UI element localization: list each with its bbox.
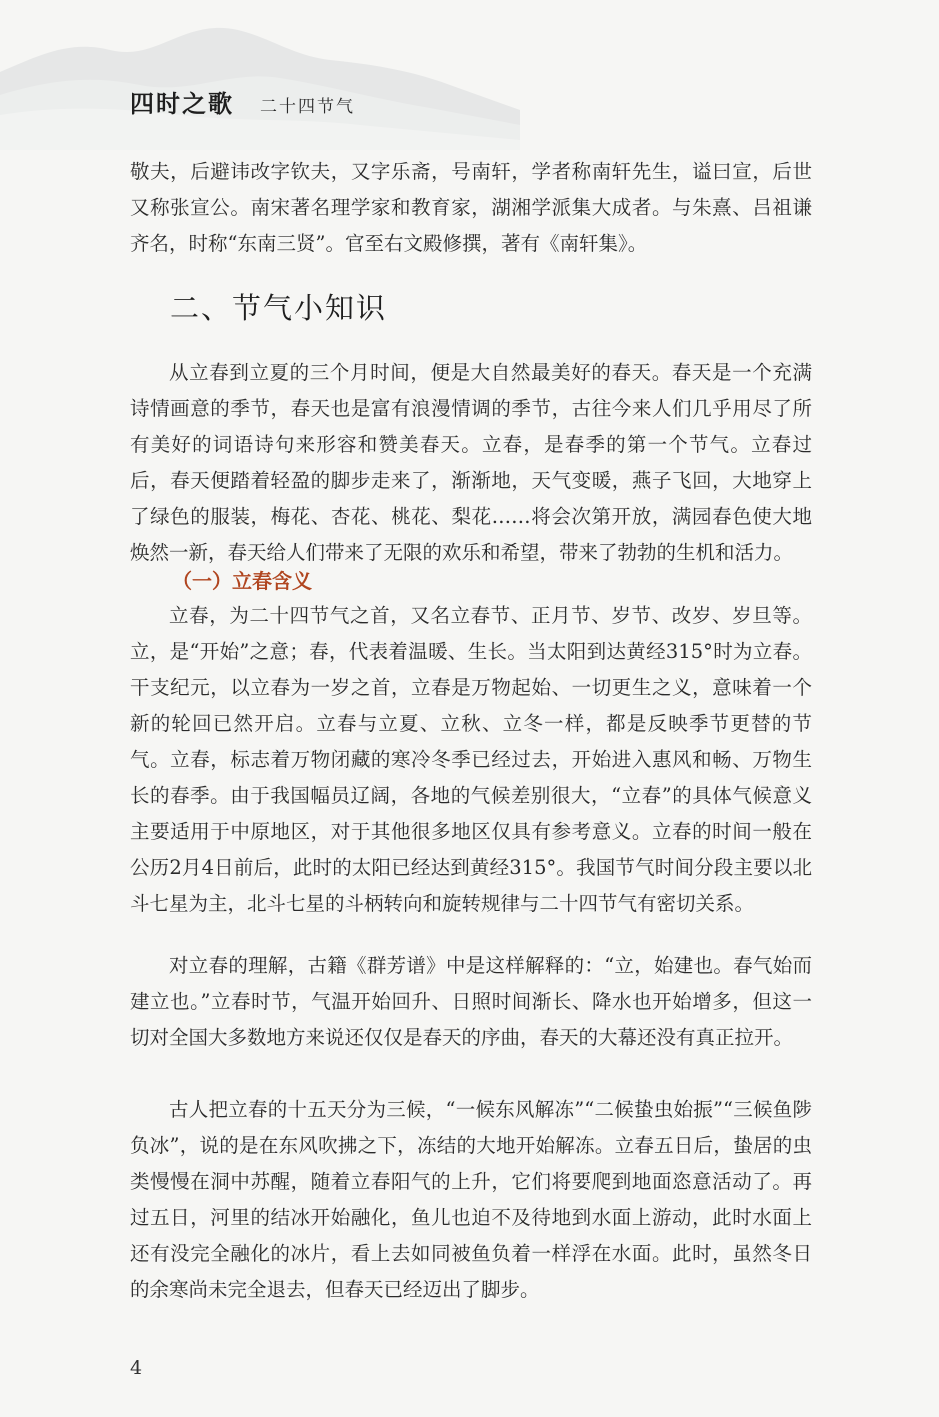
mountain-decoration [0, 0, 520, 150]
page-number: 4 [130, 1357, 143, 1379]
section-paragraph: 从立春到立夏的三个月时间，便是大自然最美好的春天。春天是一个充满诗情画意的季节，春天也是富有浪漫情调的季节，古往今来人们几乎用尽了所有美好的词语诗句来形容和赞美春天。立春，是春季的第一个节气。立春过后，春天便踏着轻盈的脚步走来了，渐渐地，天气变暖，燕子飞回，大地穿上了绿色的服装，梅花、杏花、桃花、梨花……将会次第开放，满园春色使大地焕然一新，春天给人们带来了无限的欢乐和希望，带来了勃勃的生机和活力。 [130, 361, 812, 564]
subsection-paragraph-1: 立春，为二十四节气之首，又名立春节、正月节、岁节、改岁、岁旦等。立，是“开始”之意；春，代表着温暖、生长。当太阳到达黄经315°时为立春。干支纪元，以立春为一岁之首，立春是万物起始、一切更生之义，意味着一个新的轮回已然开启。立春与立夏、立秋、立冬一样，都是反映季节更替的节气。立春，标志着万物闭藏的寒冷冬季已经过去，开始进入惠风和畅、万物生长的春季。由于我国幅员辽阔，各地的气候差别很大，“立春”的具体气候意义主要适用于中原地区，对于其他很多地区仅具有参考意义。立春的时间一般在公历2月4日前后，此时的太阳已经达到黄经315°。我国节气时间分段主要以北斗七星为主，北斗七星的斗柄转向和旋转规律与二十四节气有密切关系。 [130, 604, 812, 915]
page-header [130, 84, 355, 119]
subsection-heading: （一）立春含义 [172, 569, 312, 593]
intro-paragraph: 敬夫，后避讳改字钦夫，又字乐斋，号南轩，学者称南轩先生，谥曰宣，后世又称张宣公。南宋著名理学家和教育家，湖湘学派集大成者。与朱熹、吕祖谦齐名，时称“东南三贤”。官至右文殿修撰，著有《南轩集》。 [130, 160, 812, 255]
series-title: 二十四节气 [260, 97, 355, 117]
subsection-paragraph-2: 对立春的理解，古籍《群芳谱》中是这样解释的：“立，始建也。春气始而建立也。”立春时节，气温开始回升、日照时间渐长、降水也开始增多，但这一切对全国大多数地方来说还仅仅是春天的序曲，春天的大幕还没有真正拉开。 [130, 954, 812, 1049]
section-heading: 二、节气小知识 [170, 291, 388, 325]
book-title: 四时之歌 [130, 89, 234, 118]
subsection-paragraph-3: 古人把立春的十五天分为三候，“一候东风解冻”“二候蛰虫始振”“三候鱼陟负冰”，说的是在东风吹拂之下，冻结的大地开始解冻。立春五日后，蛰居的虫类慢慢在洞中苏醒，随着立春阳气的上升，它们将要爬到地面恣意活动了。再过五日，河里的结冰开始融化，鱼儿也迫不及待地到水面上游动，此时水面上还有没完全融化的冰片，看上去如同被鱼负着一样浮在水面。此时，虽然冬日的余寒尚未完全退去，但春天已经迈出了脚步。 [130, 1098, 812, 1301]
